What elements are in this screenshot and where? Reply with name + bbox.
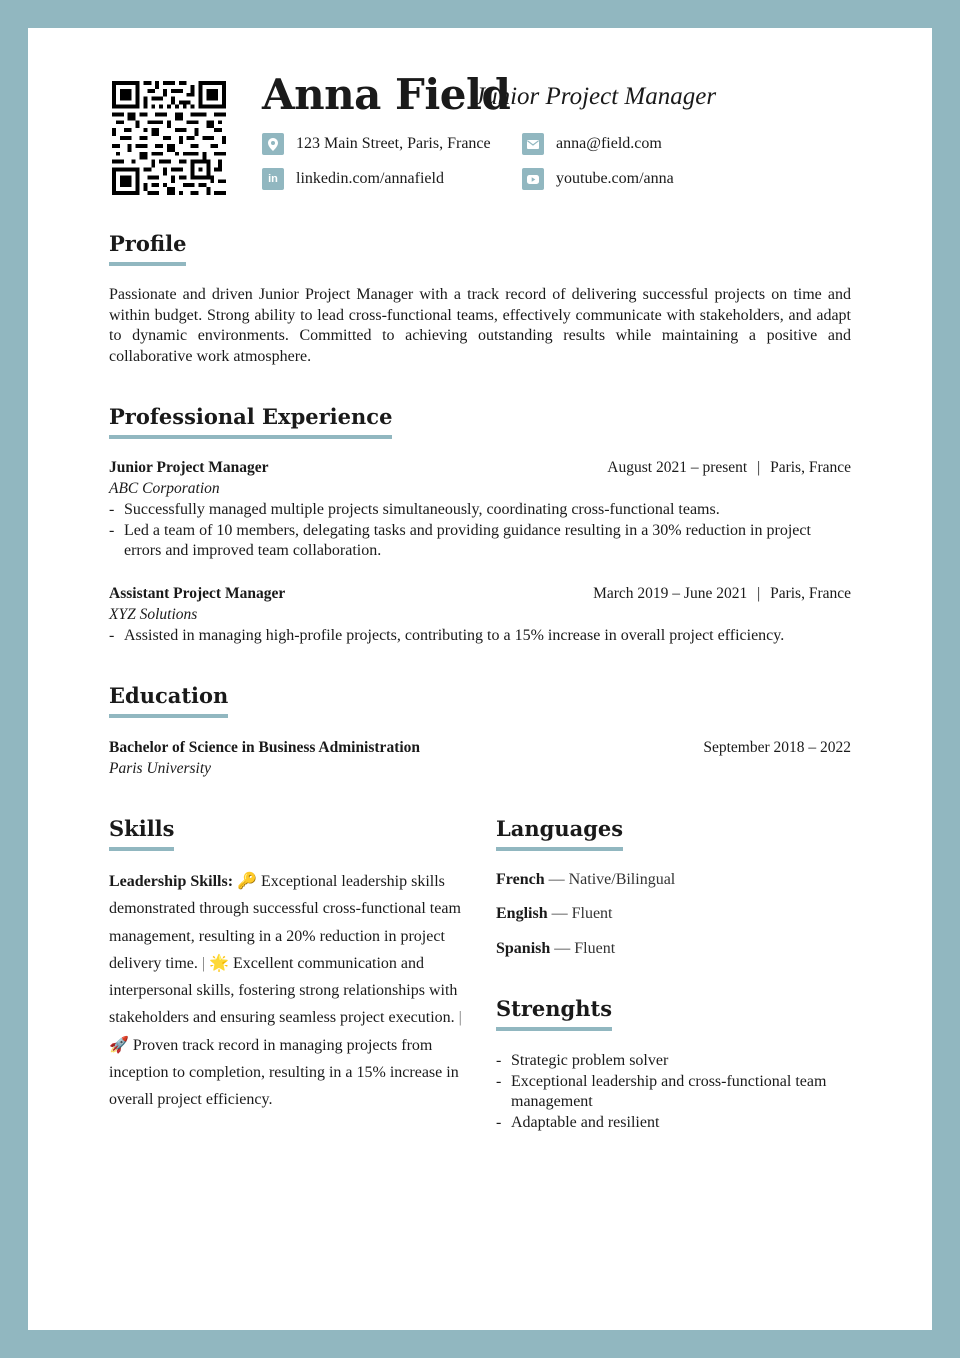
rocket-icon: 🚀 — [109, 1036, 129, 1054]
job-dates: March 2019 – June 2021 — [593, 585, 748, 602]
section-title-strengths: Strenghts — [496, 996, 612, 1031]
skill-part: Exceptional leadership skills demonstrated through successful cross-functional team management, resulting in a 20% reduction in project delivery time. — [109, 873, 461, 972]
language-level: — Native/Bilingual — [548, 871, 676, 888]
job-company: ABC Corporation — [109, 480, 220, 497]
skill-separator: | — [201, 954, 206, 972]
school: Paris University — [109, 760, 212, 777]
youtube-link[interactable]: youtube.com/anna — [556, 170, 674, 187]
location-icon — [262, 133, 284, 155]
section-title-skills: Skills — [109, 816, 174, 851]
key-icon: 🔑 — [237, 873, 257, 890]
language-name: Spanish — [496, 940, 551, 957]
section-title-education: Education — [109, 683, 228, 718]
section-title-profile: Profile — [109, 231, 186, 266]
contact-youtube[interactable] — [522, 168, 674, 190]
list-item: - Adaptable and resilient — [496, 1113, 851, 1134]
qr-code-icon — [112, 81, 226, 195]
section-title-experience: Professional Experience — [109, 404, 392, 439]
skills-text — [109, 868, 469, 1114]
contact-email[interactable] — [522, 133, 662, 155]
strengths-list — [496, 1051, 851, 1133]
candidate-role: Junior Project Manager — [474, 83, 717, 110]
degree: Bachelor of Science in Business Administration — [109, 739, 421, 756]
skill-part: Proven track record in managing projects from inception to completion, resulting in a 15% increase in overall project efficiency. — [109, 1036, 459, 1109]
job-meta: August 2021 – present | Paris, France — [607, 459, 851, 476]
linkedin-link[interactable]: linkedin.com/annafield — [296, 170, 444, 187]
mail-icon — [522, 133, 544, 155]
language-level: — Fluent — [551, 905, 613, 922]
language-name: French — [496, 871, 545, 888]
education-dates: September 2018 – 2022 — [703, 739, 851, 756]
language-item — [496, 940, 615, 958]
job-location: Paris, France — [770, 459, 851, 476]
contact-address — [262, 133, 491, 155]
list-item: - Led a team of 10 members, delegating tasks and providing guidance resulting in a 30% reduction in project errors and improved team collaboration. — [109, 521, 829, 562]
address-text: 123 Main Street, Paris, France — [296, 135, 491, 152]
star-icon: 🌟 — [209, 954, 229, 972]
job-title: Junior Project Manager — [109, 459, 269, 476]
list-item: - Exceptional leadership and cross-functional team management — [496, 1072, 851, 1113]
skills-label: Leadership Skills: — [109, 873, 234, 890]
job-dates: August 2021 – present — [607, 459, 748, 476]
skill-separator: | — [458, 1009, 462, 1027]
section-title-languages: Languages — [496, 816, 623, 851]
language-item — [496, 871, 675, 889]
language-name: English — [496, 905, 548, 922]
job-title: Assistant Project Manager — [109, 585, 286, 602]
job-bullets — [109, 500, 829, 562]
list-item: - Assisted in managing high-profile projects, contributing to a 15% increase in overall project efficiency. — [109, 626, 851, 647]
email-link[interactable]: anna@field.com — [556, 135, 662, 152]
youtube-icon — [522, 168, 544, 190]
contact-linkedin[interactable] — [262, 168, 444, 190]
linkedin-icon: in — [262, 168, 284, 190]
list-item: - Successfully managed multiple projects simultaneously, coordinating cross-functional teams. — [109, 500, 829, 521]
candidate-name: Anna Field — [262, 70, 511, 119]
resume-page — [28, 28, 932, 1330]
skill-part: Excellent communication and interpersonal skills, fostering strong relationships with stakeholders and ensuring seamless project execution. — [109, 954, 458, 1027]
profile-text: Passionate and driven Junior Project Manager with a track record of delivering successful projects on time and within budget. Strong ability to lead cross-functional teams, effectively communicate with stakeholders, and adapt to dynamic environments. Committed to achieving outstanding results while maintaining a positive and collaborative work atmosphere. — [109, 286, 851, 365]
list-item: - Strategic problem solver — [496, 1051, 851, 1072]
language-item — [496, 905, 612, 923]
job-meta: March 2019 – June 2021 | Paris, France — [593, 585, 851, 602]
job-company: XYZ Solutions — [109, 606, 198, 623]
job-location: Paris, France — [770, 585, 851, 602]
language-level: — Fluent — [554, 940, 616, 957]
job-bullets — [109, 626, 851, 647]
